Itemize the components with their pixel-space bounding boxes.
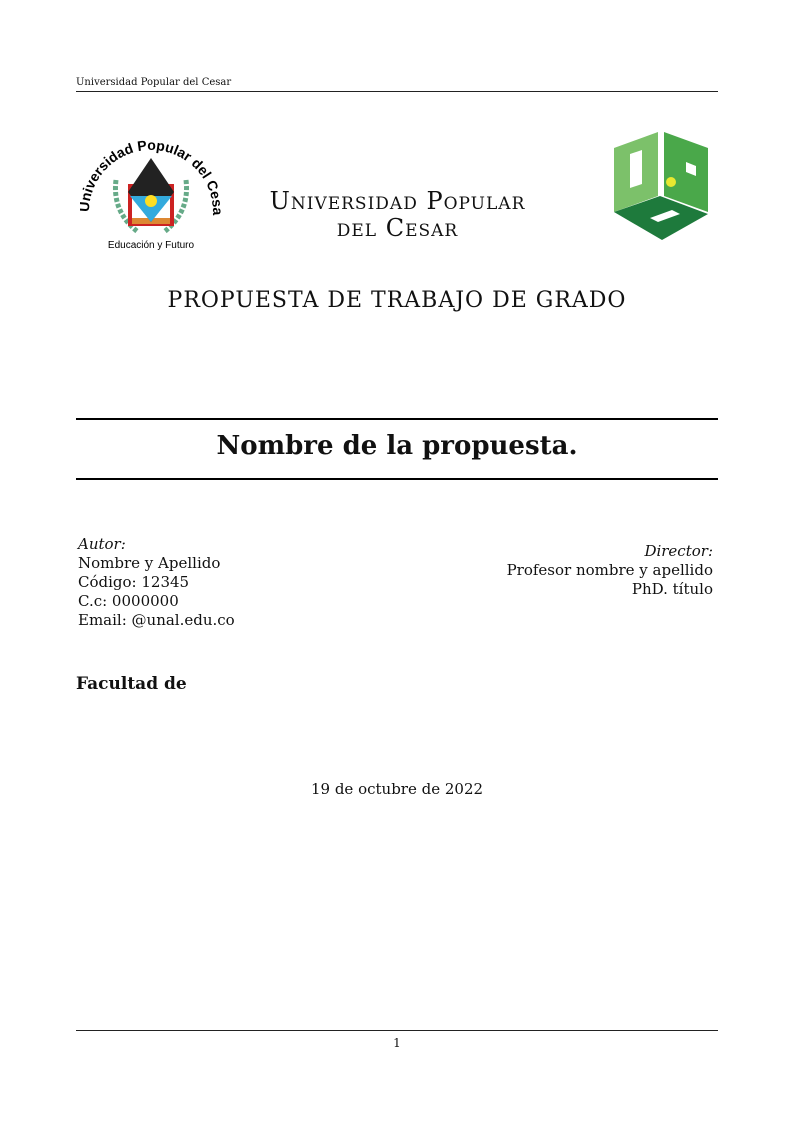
seal-motto: Educación y Futuro <box>107 240 195 251</box>
university-name <box>240 188 555 242</box>
university-seal-logo <box>80 114 222 254</box>
upc-cube-logo <box>610 128 712 242</box>
running-header: Universidad Popular del Cesar <box>76 77 232 88</box>
title-top-rule <box>76 418 718 420</box>
title-bottom-rule <box>76 478 718 480</box>
author-code: Código: 12345 <box>78 573 190 591</box>
page-number: 1 <box>393 1036 401 1050</box>
date: 19 de octubre de 2022 <box>310 780 484 798</box>
header-rule <box>76 91 718 92</box>
faculty: Facultad de <box>76 674 187 694</box>
author-label: Autor: <box>78 535 126 553</box>
director-label: Director: <box>644 542 713 560</box>
footer-rule <box>76 1030 718 1031</box>
director-name: Profesor nombre y apellido <box>506 561 713 579</box>
seal-text-ring: iversidad Popular del C <box>80 136 222 195</box>
author-block <box>78 535 235 630</box>
author-id: C.c: 0000000 <box>78 592 179 610</box>
university-name-line1: Universidad Popular <box>269 187 526 215</box>
author-name: Nombre y Apellido <box>78 554 221 572</box>
director-block <box>507 542 713 599</box>
author-email: Email: @unal.edu.co <box>78 611 235 629</box>
university-name-line2: del Cesar <box>336 214 459 242</box>
proposal-title: Nombre de la propuesta. <box>216 431 578 461</box>
director-title: PhD. título <box>631 580 713 598</box>
document-type: PROPUESTA DE TRABAJO DE GRADO <box>167 288 627 313</box>
